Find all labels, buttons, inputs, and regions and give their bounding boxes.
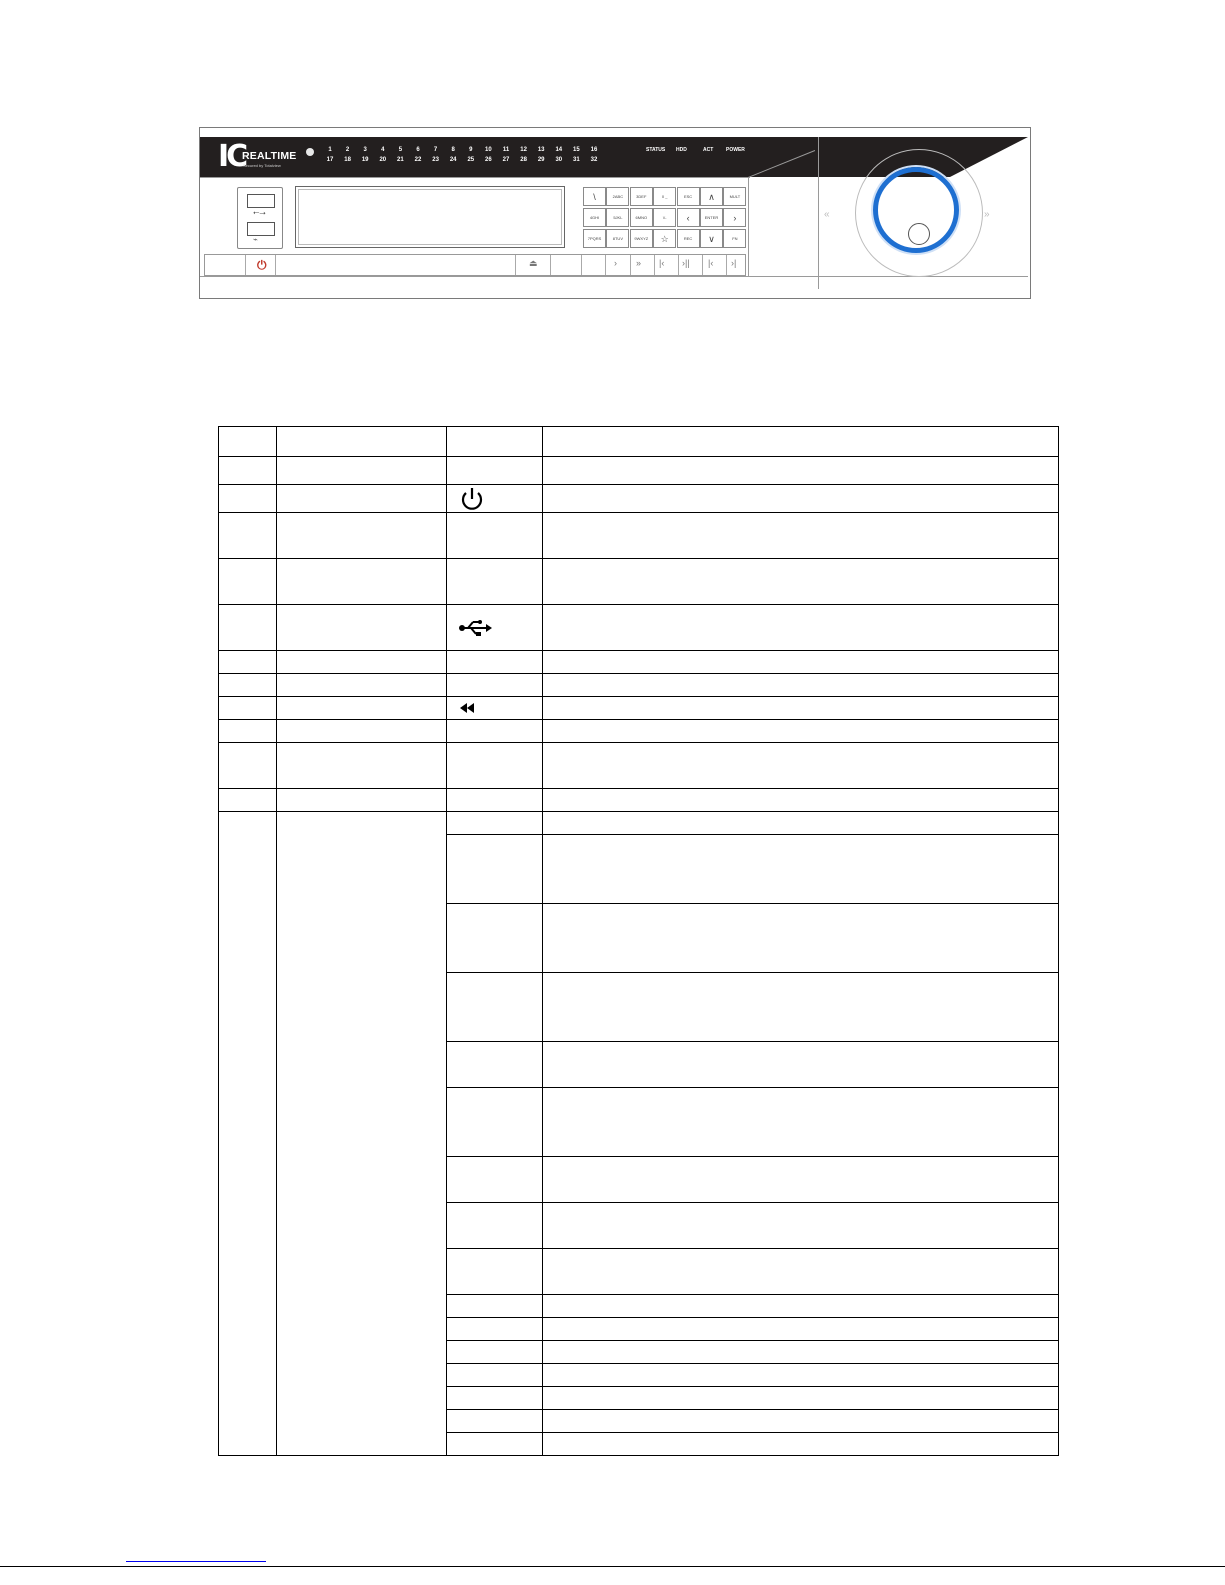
channel-led-label: 29 — [537, 157, 545, 163]
network-led — [306, 148, 314, 156]
brand-logo: IC REALTIME Secured by Totalview — [218, 139, 297, 174]
jog-knob[interactable] — [908, 223, 930, 245]
power-icon — [459, 486, 485, 512]
table-row — [219, 457, 1059, 485]
usb-port[interactable] — [247, 194, 275, 208]
channel-led-label: 9 — [469, 147, 473, 153]
channel-led-label: 26 — [485, 157, 492, 163]
channel-led-label: 6 — [416, 147, 420, 153]
jog-shuttle[interactable] — [820, 137, 1000, 289]
keypad-key[interactable]: 4GHI — [583, 208, 606, 227]
footer-link-underline[interactable] — [126, 1561, 266, 1562]
keypad-key[interactable]: 9WXYZ — [630, 229, 653, 248]
keypad-key[interactable]: 8TUV — [606, 229, 629, 248]
slow-play-button[interactable]: |‹ — [659, 258, 665, 268]
keypad-key[interactable]: 0 _ — [653, 187, 676, 206]
channel-led-label: 14 — [555, 147, 563, 153]
power-led-label: POWER — [726, 147, 745, 153]
table-row — [219, 513, 1059, 559]
channel-led-label: 3 — [363, 147, 367, 153]
keypad-key[interactable]: ☆ — [653, 229, 676, 248]
channel-led-label: 31 — [573, 157, 580, 163]
table-row — [219, 651, 1059, 674]
channel-led-label: 20 — [379, 157, 387, 163]
channel-led-label: 11 — [502, 147, 510, 153]
channel-led-label: 25 — [467, 157, 475, 163]
act-led-label: ACT — [703, 147, 714, 153]
keypad-key[interactable]: ESC — [677, 187, 700, 206]
fast-backward-icon — [459, 702, 475, 714]
keypad-key[interactable]: › — [723, 208, 746, 227]
channel-led-label: 22 — [414, 157, 422, 163]
keypad-key[interactable]: 7PQRS — [583, 229, 606, 248]
keypad-key[interactable]: REC — [677, 229, 700, 248]
keypad-key[interactable]: ∨ — [700, 229, 723, 248]
channel-led-label: 1 — [328, 147, 332, 153]
table-row — [219, 485, 1059, 513]
shuttle-right-arrow-icon: » — [984, 209, 990, 220]
keypad-key[interactable]: ‹ — [677, 208, 700, 227]
channel-led-label: 7 — [433, 147, 438, 153]
channel-led-label: 21 — [397, 157, 404, 163]
usb-port-group — [237, 187, 283, 249]
channel-led-label: 2 — [345, 147, 350, 153]
channel-led-label: 12 — [520, 147, 527, 153]
keypad-key[interactable]: 3DEF — [630, 187, 653, 206]
channel-led-label: 13 — [537, 147, 545, 153]
table-row — [219, 697, 1059, 720]
channel-led-label: 10 — [485, 147, 492, 153]
table-row — [219, 812, 1059, 835]
usb-icon — [459, 620, 493, 636]
table-row — [219, 720, 1059, 743]
front-panel-spec-table — [218, 426, 1059, 1456]
play-button[interactable]: › — [614, 258, 617, 268]
keypad-key[interactable]: 6MNO — [630, 208, 653, 227]
table-row — [219, 743, 1059, 789]
keypad-key[interactable]: \/- — [653, 208, 676, 227]
table-row — [219, 427, 1059, 457]
table-row — [219, 605, 1059, 651]
keypad-key[interactable]: 5JKL — [606, 208, 629, 227]
previous-button[interactable]: |‹ — [708, 258, 714, 268]
playback-control-bar — [204, 254, 746, 276]
keypad-key[interactable]: MULT — [723, 187, 746, 206]
keypad-key[interactable]: \ — [583, 187, 606, 206]
usb-port[interactable] — [247, 222, 275, 236]
channel-led-label: 16 — [590, 147, 598, 153]
channel-led-label: 24 — [449, 157, 457, 163]
channel-led-label: 23 — [432, 157, 439, 163]
next-button[interactable]: ›| — [731, 258, 737, 268]
power-button[interactable]: ⏻ — [257, 258, 267, 272]
table-row — [219, 789, 1059, 812]
keypad-key[interactable]: ENTER — [700, 208, 723, 227]
table-row — [219, 559, 1059, 605]
channel-led-label: 27 — [502, 157, 510, 163]
channel-led-label: 5 — [398, 147, 403, 153]
channel-led-label: 4 — [381, 147, 385, 153]
channel-led-label: 32 — [590, 157, 598, 163]
eject-button[interactable]: ⏏ — [529, 258, 538, 268]
status-led-label: STATUS — [646, 147, 666, 153]
channel-led-label: 19 — [361, 157, 369, 163]
shuttle-left-arrow-icon: « — [824, 209, 830, 220]
channel-led-label: 18 — [344, 157, 351, 163]
channel-led-label: 30 — [555, 157, 563, 163]
footer-rule — [0, 1566, 1225, 1567]
keypad-key[interactable]: FN — [723, 229, 746, 248]
table-row — [219, 674, 1059, 697]
front-keypad — [583, 187, 747, 249]
channel-led-label: 8 — [451, 147, 455, 153]
play-pause-button[interactable]: ›|| — [682, 258, 690, 268]
fast-forward-button[interactable]: » — [636, 258, 642, 268]
hdd-led-label: HDD — [676, 147, 687, 153]
channel-led-label: 28 — [520, 157, 527, 163]
channel-led-label: 15 — [573, 147, 580, 153]
mouse-icon: ⌁ — [253, 235, 258, 244]
usb-icon: ⭠⭢ — [253, 208, 266, 217]
device-front-panel — [199, 127, 1031, 299]
keypad-key[interactable]: ∧ — [700, 187, 723, 206]
keypad-key[interactable]: 2ABC — [606, 187, 629, 206]
front-display-window — [295, 186, 565, 248]
channel-led-label: 17 — [326, 157, 334, 163]
